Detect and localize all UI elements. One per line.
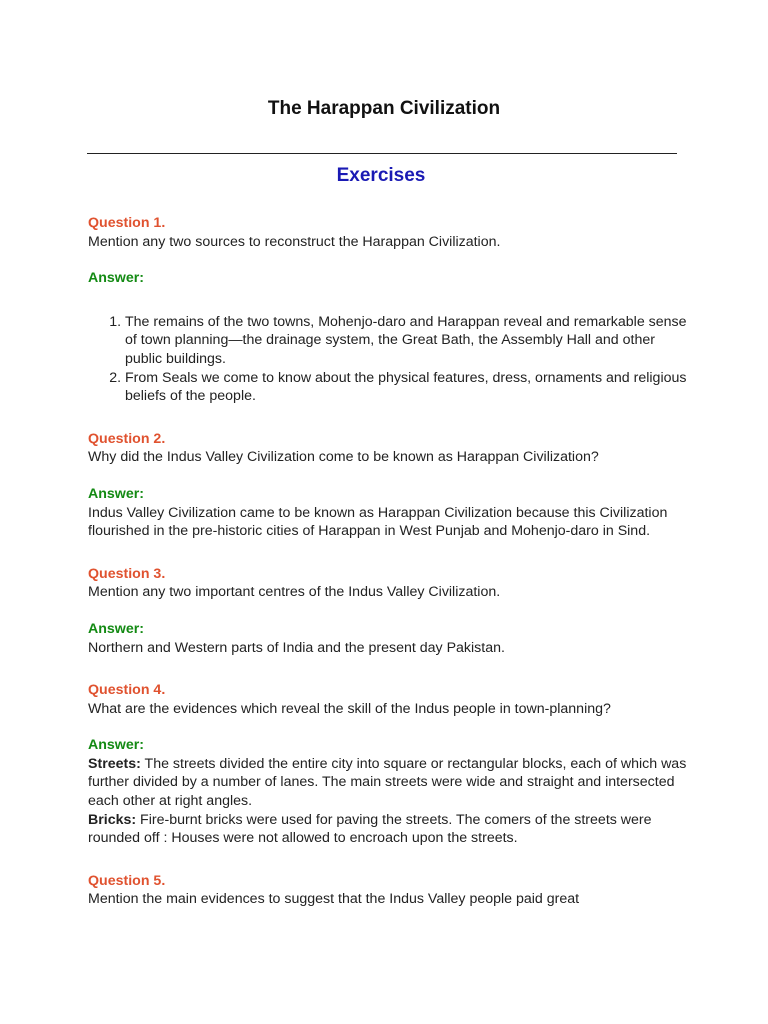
question-block-5 <box>88 872 688 909</box>
question-block-1 <box>88 214 688 406</box>
answer-label: Answer: <box>88 270 144 287</box>
answer-list <box>88 313 688 406</box>
list-item: 2. From Seals we come to know about the physical features, dress, ornaments and religious beliefs of the people. <box>125 369 688 406</box>
streets-term: Streets: <box>88 755 141 772</box>
title-divider <box>87 153 677 154</box>
answer-text: Northern and Western parts of India and the present day Pakistan. <box>88 639 505 656</box>
question-text: Mention any two important centres of the Indus Valley Civilization. <box>88 584 501 601</box>
question-label: Question 3. <box>88 565 166 582</box>
question-block-4 <box>88 681 688 848</box>
question-block-2 <box>88 430 688 541</box>
answer-bricks-paragraph <box>88 811 688 848</box>
question-text: Mention any two sources to reconstruct the Harappan Civilization. <box>88 233 501 250</box>
question-block-3 <box>88 565 688 657</box>
answer-streets-paragraph <box>88 755 688 811</box>
bricks-text: Fire-burnt bricks were used for paving the streets. The comers of the streets were rounded off : Houses were not allowed to encroach upon the streets. <box>88 811 652 847</box>
answer-label: Answer: <box>88 485 144 502</box>
list-item: 1. The remains of the two towns, Mohenjo-daro and Harappan reveal and remarkable sense of town planning—the drainage system, the Great Bath, the Assembly Hall and other public buildings. <box>125 313 688 369</box>
bricks-term: Bricks: <box>88 811 137 828</box>
question-text: Why did the Indus Valley Civilization come to be known as Harappan Civilization? <box>88 449 599 466</box>
section-heading: Exercises <box>336 165 426 186</box>
question-label: Question 4. <box>88 682 166 699</box>
document-body <box>88 214 688 909</box>
question-label: Question 2. <box>88 430 166 447</box>
question-label: Question 1. <box>88 215 166 231</box>
answer-text: Indus Valley Civilization came to be known as Harappan Civilization because this Civilization flourished in the pre-historic cities of Harappan in West Punjab and Mohenjo-daro in Sind. <box>88 504 668 540</box>
question-text: Mention the main evidences to suggest that the Indus Valley people paid great <box>88 891 580 908</box>
answer-label: Answer: <box>88 737 144 754</box>
answer-label: Answer: <box>88 620 144 637</box>
streets-text: The streets divided the entire city into square or rectangular blocks, each of which was further divided by a number of lanes. The main streets were wide and straight and intersected each other at right angles. <box>88 755 687 810</box>
question-text: What are the evidences which reveal the skill of the Indus people in town-planning? <box>88 700 611 717</box>
document-title: The Harappan Civilization <box>267 98 501 119</box>
question-label: Question 5. <box>88 872 166 889</box>
